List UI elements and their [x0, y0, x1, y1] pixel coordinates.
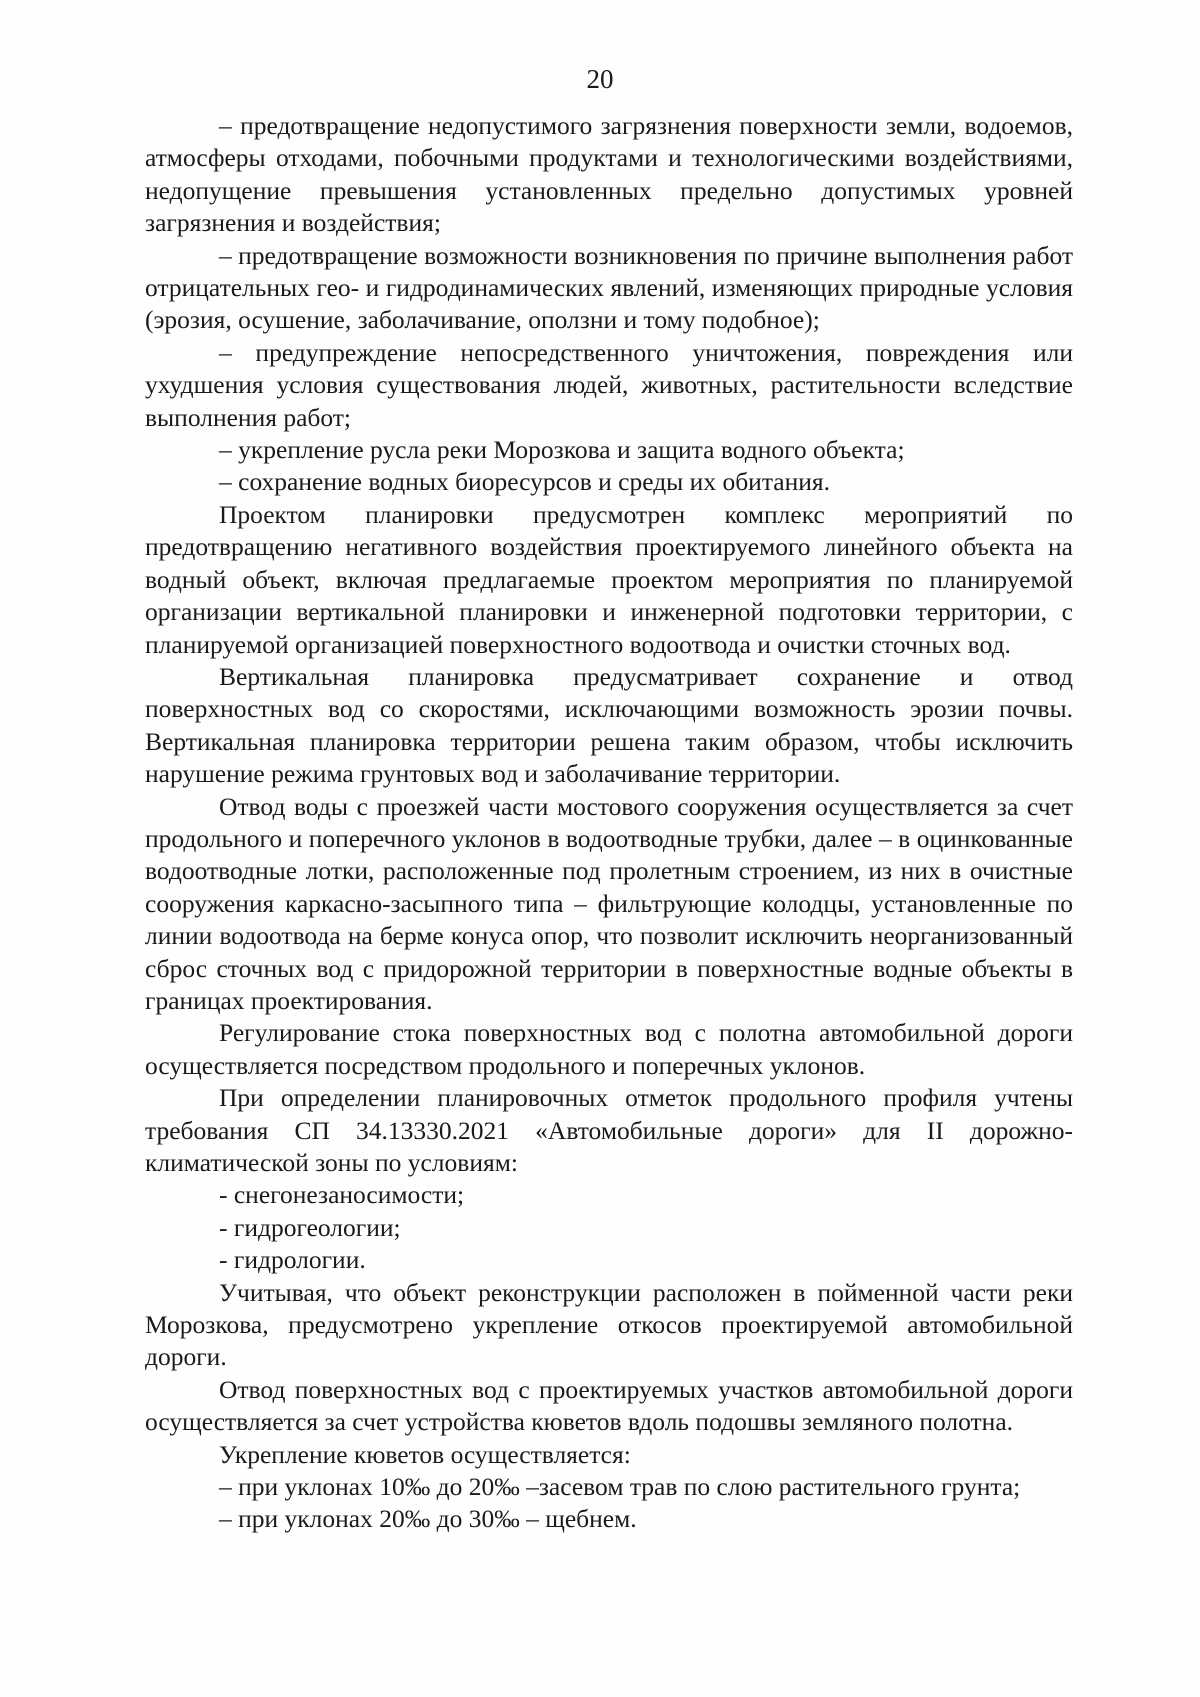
bullet-paragraph: – предупреждение непосредственного уничтожения, повреждения или ухудшения условия существования людей, животных, растительности вследствие выполнения работ; — [145, 337, 1073, 432]
list-item: - гидрогеологии; — [219, 1212, 401, 1242]
body-paragraph: Укрепление кюветов осуществляется: — [219, 1439, 631, 1469]
list-item: – при уклонах 10‰ до 20‰ –засевом трав по слою растительного грунта; — [219, 1472, 1021, 1502]
list-item: – при уклонах 20‰ до 30‰ – щебнем. — [219, 1504, 637, 1534]
body-paragraph: Проектом планировки предусмотрен комплекс мероприятий по предотвращению негативного воздействия проектируемого линейного объекта на водный объект, включая предлагаемые проектом мероприятия по планируемой организации вертикальной планировки и инженерной подготовки территории, с планируемой организацией поверхностного водоотвода и очистки сточных вод. — [145, 499, 1073, 659]
body-paragraph: При определении планировочных отметок продольного профиля учтены требования СП 34.13330.2021 «Автомобильные дороги» для II дорожно-климатической зоны по условиям: — [145, 1083, 1073, 1177]
body-paragraph: Отвод поверхностных вод с проектируемых участков автомобильной дороги осуществляется за счет устройства кюветов вдоль подошвы земляного полотна. — [145, 1374, 1073, 1437]
list-item: - гидрологии. — [219, 1245, 366, 1275]
list-item: - снегонезаносимости; — [219, 1180, 465, 1210]
bullet-paragraph: – укрепление русла реки Морозкова и защита водного объекта; — [219, 435, 905, 465]
body-paragraph: Вертикальная планировка предусматривает сохранение и отвод поверхностных вод со скоростями, исключающими возможность эрозии почвы. Вертикальная планировка территории решена таким образом, чтобы исключить нарушение режима грунтовых вод и заболачивание территории. — [145, 661, 1073, 789]
body-paragraph: Учитывая, что объект реконструкции расположен в пойменной части реки Морозкова, предусмотрено укрепление откосов проектируемой автомобильной дороги. — [145, 1277, 1073, 1372]
document-body — [145, 110, 1073, 1536]
bullet-paragraph: – предотвращение недопустимого загрязнения поверхности земли, водоемов, атмосферы отходами, побочными продуктами и технологическими воздействиями, недопущение превышения установленных предельно допустимых уровней загрязнения и воздействия; — [145, 111, 1073, 238]
bullet-paragraph: – сохранение водных биоресурсов и среды их обитания. — [219, 467, 830, 497]
body-paragraph: Регулирование стока поверхностных вод с полотна автомобильной дороги осуществляется посредством продольного и поперечных уклонов. — [145, 1018, 1073, 1080]
bullet-paragraph: – предотвращение возможности возникновения по причине выполнения работ отрицательных гео- и гидродинамических явлений, изменяющих природные условия (эрозия, осушение, заболачивание, оползни и тому подобное); — [145, 240, 1073, 335]
page-number: 20 — [586, 64, 614, 94]
body-paragraph: Отвод воды с проезжей части мостового сооружения осуществляется за счет продольного и поперечного уклонов в водоотводные трубки, далее – в оцинкованные водоотводные лотки, расположенные под пролетным строением, из них в очистные сооружения каркасно-засыпного типа – фильтрующие колодцы, установленные по линии водоотвода на берме конуса опор, что позволит исключить неорганизованный сброс сточных вод с придорожной территории в поверхностные водные объекты в границах проектирования. — [145, 791, 1073, 1015]
